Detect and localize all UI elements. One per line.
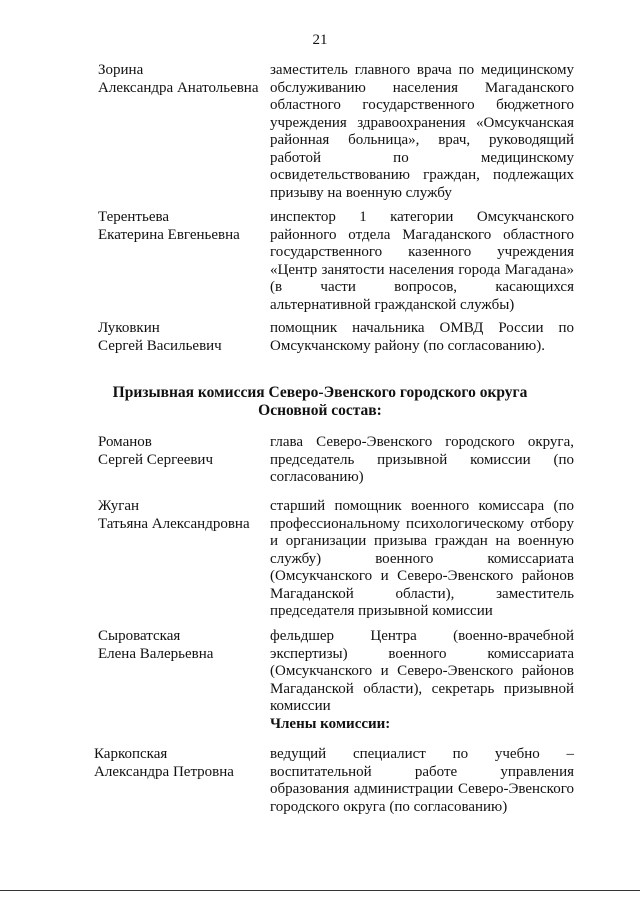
position-description: заместитель главного врача по медицинскому обслуживанию населения Магаданского областного государственного бюджетного учреждения здравоохранения «Омсукчанская районная больница», врач, руководящий работой по медицинскому освидетельствованию граждан, подлежащих призыву на военную службу — [270, 62, 574, 201]
surname: Зорина — [98, 62, 144, 78]
person-name — [98, 434, 263, 469]
position-description: ведущий специалист по учебно – воспитательной работе управления образования администрации Северо-Эвенского городского округа (по согласованию) — [270, 746, 574, 815]
section-title: Призывная комиссия Северо-Эвенского городского округа — [112, 384, 528, 401]
person-name — [98, 628, 263, 663]
position-description: старший помощник военного комиссара (по профессиональному психологическому отбору и организации призыва граждан на военную службу) военного комиссариата (Омсукчанского и Северо-Эвенского районов Магаданской области), заместитель председателя призывной комиссии — [270, 498, 574, 619]
page-bottom-rule — [0, 890, 640, 891]
surname: Каркопская — [94, 746, 168, 762]
person-name — [94, 746, 259, 781]
given-names: Александра Петровна — [94, 763, 234, 780]
given-names: Сергей Васильевич — [98, 337, 222, 354]
surname: Сыроватская — [98, 628, 181, 644]
person-name — [98, 209, 263, 244]
given-names: Александра Анатольевна — [98, 79, 259, 96]
position-description: инспектор 1 категории Омсукчанского районного отдела Магаданского областного государственного казенного учреждения «Центр занятости населения города Магадана» (в части вопросов, касающихся альтернативной гражданской службы) — [270, 209, 574, 313]
surname: Романов — [98, 434, 152, 450]
given-names: Екатерина Евгеньевна — [98, 226, 240, 243]
person-name — [98, 320, 263, 355]
members-heading: Члены комиссии: — [270, 716, 391, 732]
person-name — [98, 498, 263, 533]
position-description: глава Северо-Эвенского городского округа, председатель призывной комиссии (по согласованию) — [270, 434, 574, 485]
position-description: помощник начальника ОМВД России по Омсукчанскому району (по согласованию). — [270, 320, 574, 354]
person-name — [98, 62, 263, 97]
position-description: фельдшер Центра (военно-врачебной экспертизы) военного комиссариата (Омсукчанского и Северо-Эвенского районов Магаданской области), секретарь призывной комиссии — [270, 628, 574, 714]
page-number: 21 — [312, 32, 328, 48]
given-names: Елена Валерьевна — [98, 645, 214, 662]
surname: Терентьева — [98, 209, 170, 225]
section-subtitle: Основной состав: — [258, 402, 382, 419]
given-names: Татьяна Александровна — [98, 515, 250, 532]
surname: Жуган — [98, 498, 140, 514]
given-names: Сергей Сергеевич — [98, 451, 214, 468]
surname: Луковкин — [98, 320, 160, 336]
